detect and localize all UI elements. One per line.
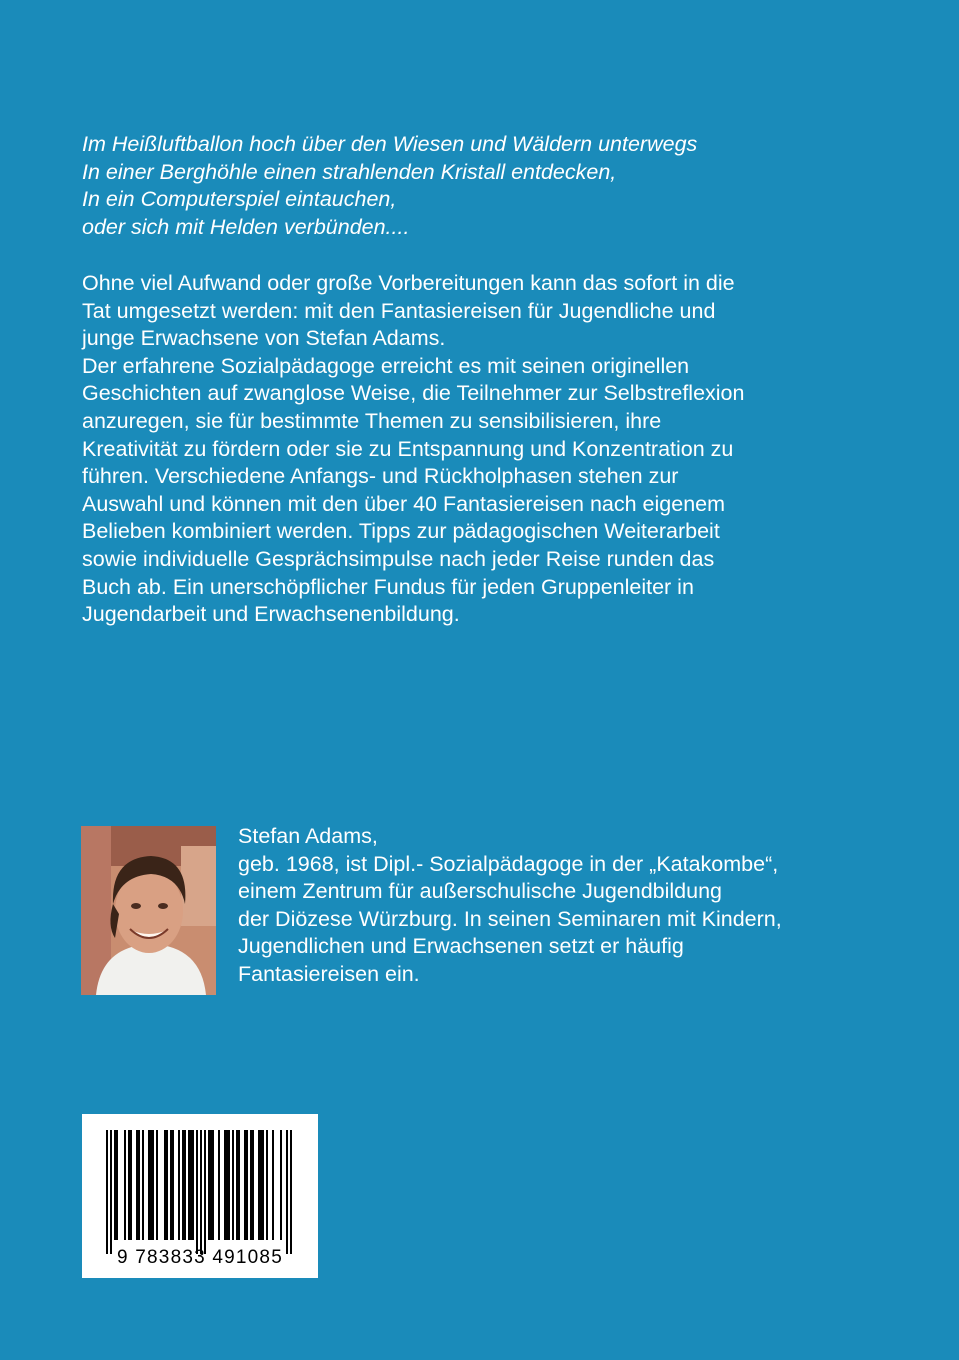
description-line: Auswahl und können mit den über 40 Fantasiereisen nach eigenem	[82, 491, 726, 516]
barcode-bar	[150, 1130, 152, 1240]
barcode-bar	[210, 1130, 212, 1240]
intro-line: oder sich mit Helden verbünden....	[82, 214, 410, 239]
barcode-bar	[106, 1130, 108, 1254]
barcode-bar	[246, 1130, 248, 1240]
barcode-bar	[212, 1130, 214, 1240]
barcode-bar	[116, 1130, 118, 1240]
barcode-bar	[152, 1130, 154, 1240]
description-line: führen. Verschiedene Anfangs- und Rückholphasen stehen zur	[82, 464, 679, 489]
barcode-bar	[156, 1130, 158, 1240]
barcode-bar	[136, 1130, 138, 1240]
barcode-bar	[224, 1130, 226, 1240]
isbn-barcode	[82, 1114, 318, 1278]
description-line: Belieben kombiniert werden. Tipps zur pädagogischen Weiterarbeit	[82, 519, 720, 544]
barcode-bar	[280, 1130, 282, 1240]
barcode-bar	[218, 1130, 220, 1240]
barcode-bar	[232, 1130, 234, 1240]
barcode-bar	[166, 1130, 168, 1240]
barcode-bar	[142, 1130, 144, 1240]
description-line: anzuregen, sie für bestimmte Themen zu sensibilisieren, ihre	[82, 408, 662, 433]
barcode-bar	[228, 1130, 230, 1240]
barcode-bar	[250, 1130, 252, 1240]
author-bio	[238, 823, 938, 989]
barcode-bar	[170, 1130, 172, 1240]
bio-line: der Diözese Würzburg. In seinen Seminaren mit Kindern,	[238, 906, 782, 931]
barcode-bar	[236, 1130, 238, 1240]
barcode-bar	[260, 1130, 262, 1240]
intro-teaser	[82, 131, 902, 241]
barcode-bar	[124, 1130, 126, 1240]
barcode-bar	[200, 1130, 202, 1254]
barcode-bar	[204, 1130, 206, 1254]
barcode-bar	[290, 1130, 292, 1254]
barcode-bar	[272, 1130, 274, 1240]
barcode-bar	[184, 1130, 186, 1240]
barcode-bar	[266, 1130, 268, 1240]
description-line: Geschichten auf zwanglose Weise, die Teilnehmer zur Selbstreflexion	[82, 381, 745, 406]
barcode-bar	[114, 1130, 116, 1240]
barcode-bar	[286, 1130, 288, 1254]
bio-line: Stefan Adams,	[238, 824, 378, 848]
description-line: Der erfahrene Sozialpädagoge erreicht es mit seinen originellen	[82, 353, 690, 378]
barcode-bar	[196, 1130, 198, 1254]
description-line: junge Erwachsene von Stefan Adams.	[82, 326, 446, 351]
barcode-bar	[130, 1130, 132, 1240]
bio-line: Jugendlichen und Erwachsenen setzt er häufig	[238, 934, 684, 959]
bio-line: Fantasiereisen ein.	[238, 961, 420, 986]
barcode-bar	[110, 1130, 112, 1254]
barcode-bar	[164, 1130, 166, 1240]
description-line: Tat umgesetzt werden: mit den Fantasiereisen für Jugendliche und	[82, 298, 716, 323]
barcode-bar	[172, 1130, 174, 1240]
barcode-bar	[258, 1130, 260, 1240]
description-line: Kreativität zu fördern oder sie zu Entspannung und Konzentration zu	[82, 436, 734, 461]
author-portrait-image	[81, 826, 216, 995]
barcode-bar	[188, 1130, 190, 1240]
intro-line: Im Heißluftballon hoch über den Wiesen und Wäldern unterwegs	[82, 132, 698, 156]
barcode-bar	[238, 1130, 240, 1240]
description-line: Buch ab. Ein unerschöpflicher Fundus für jeden Gruppenleiter in	[82, 574, 694, 599]
barcode-bar	[138, 1130, 140, 1240]
book-description	[82, 270, 882, 629]
barcode-bar	[262, 1130, 264, 1240]
barcode-bar	[190, 1130, 192, 1240]
bio-line: geb. 1968, ist Dipl.- Sozialpädagoge in der „Katakombe“,	[238, 851, 779, 876]
barcode-bar	[208, 1130, 210, 1240]
barcode-bar	[192, 1130, 194, 1240]
intro-line: In ein Computerspiel eintauchen,	[82, 187, 397, 212]
description-line: sowie individuelle Gesprächsimpulse nach jeder Reise runden das	[82, 546, 715, 571]
intro-line: In einer Berghöhle einen strahlenden Kristall entdecken,	[82, 159, 617, 184]
barcode-bar	[128, 1130, 130, 1240]
barcode-bar	[252, 1130, 254, 1240]
barcode-bar	[178, 1130, 180, 1240]
barcode-bar	[226, 1130, 228, 1240]
barcode-bar	[182, 1130, 184, 1240]
description-line: Jugendarbeit und Erwachsenenbildung.	[82, 602, 460, 627]
barcode-digits: 9 783833 491085	[117, 1247, 283, 1268]
bio-line: einem Zentrum für außerschulische Jugendbildung	[238, 879, 723, 904]
barcode-bar	[148, 1130, 150, 1240]
description-line: Ohne viel Aufwand oder große Vorbereitungen kann das sofort in die	[82, 271, 735, 295]
barcode-bar	[244, 1130, 246, 1240]
author-photo	[81, 826, 216, 995]
